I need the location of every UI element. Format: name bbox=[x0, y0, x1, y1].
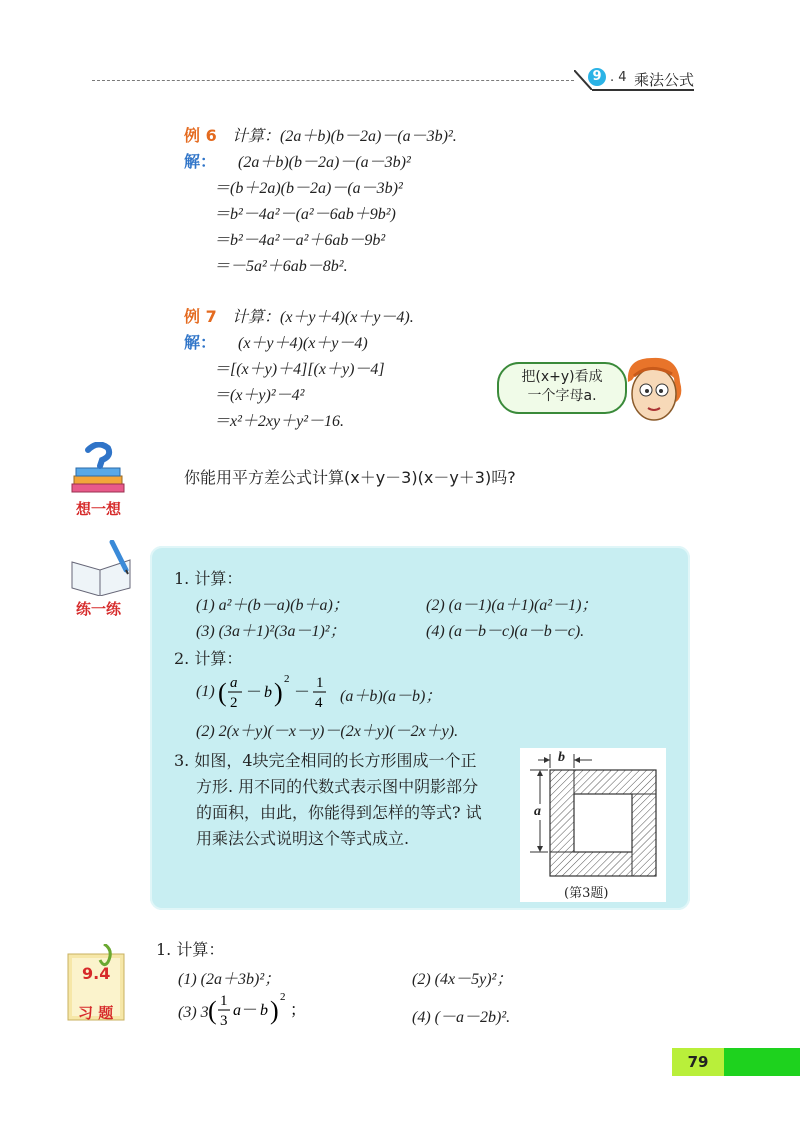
practice-q1-title: 1. 计算： bbox=[174, 569, 243, 588]
figure-caption: (第3题) bbox=[564, 886, 609, 901]
svg-text:；: ； bbox=[290, 1002, 307, 1019]
svg-text:2: 2 bbox=[284, 673, 290, 685]
svg-text:(: ( bbox=[208, 996, 217, 1025]
svg-text:(: ( bbox=[218, 678, 227, 707]
exercise-item-1: (1) (2a＋3b)²； bbox=[178, 971, 281, 988]
exercise-item-4: (4) (－a－2b)². bbox=[412, 1009, 511, 1026]
think-question: 你能用平方差公式计算(x＋y－3)(x－y＋3)吗? bbox=[184, 468, 516, 487]
practice-q3-line-4: 用乘法公式说明这个等式成立. bbox=[196, 829, 410, 848]
practice-label: 练一练 bbox=[76, 600, 122, 618]
practice-q2-title: 2. 计算： bbox=[174, 649, 243, 668]
practice-q1-item-3: (3) (3a＋1)²(3a－1)²； bbox=[196, 623, 346, 640]
exercise-title: 1. 计算： bbox=[156, 940, 225, 959]
svg-text:): ) bbox=[274, 678, 283, 707]
section-number-badge: 9 bbox=[588, 68, 606, 86]
figure-label-b: b bbox=[558, 750, 565, 765]
svg-text:－: － bbox=[242, 1002, 259, 1019]
svg-text:2: 2 bbox=[230, 695, 238, 711]
example7-step-1: (x＋y＋4)(x＋y－4) bbox=[238, 335, 368, 352]
svg-text:1: 1 bbox=[220, 993, 228, 1009]
think-books-icon bbox=[68, 442, 128, 498]
example7-step-2: ＝[(x＋y)＋4][(x＋y)－4] bbox=[214, 361, 385, 378]
svg-text:a: a bbox=[230, 675, 238, 691]
practice-q3-line-3: 的面积，由此，你能得到怎样的等式? 试 bbox=[196, 803, 482, 822]
svg-text:1: 1 bbox=[316, 675, 324, 691]
svg-text:2: 2 bbox=[280, 991, 286, 1003]
figure-label-a: a bbox=[534, 804, 541, 819]
practice-q2-item-1-prefix: (1) bbox=[196, 683, 215, 700]
example7-problem: 计算：(x＋y＋4)(x＋y－4). bbox=[232, 309, 414, 326]
hint-line-1: 把(x+y)看成 bbox=[521, 369, 603, 385]
practice-q3-line-2: 方形. 用不同的代数式表示图中阴影部分 bbox=[196, 777, 479, 796]
svg-text:3: 3 bbox=[220, 1013, 228, 1029]
practice-notebook-icon bbox=[68, 540, 134, 596]
section-title: 乘法公式 bbox=[634, 71, 695, 89]
practice-q2-item-1-suffix: (a＋b)(a－b)； bbox=[340, 688, 442, 705]
exercise-label: 习 题 bbox=[78, 1004, 114, 1022]
example6-step-1: (2a＋b)(b－2a)－(a－3b)² bbox=[238, 154, 411, 171]
practice-q2-item-2: (2) 2(x＋y)(－x－y)－(2x＋y)(－2x＋y). bbox=[196, 723, 459, 740]
practice-q1-item-1: (1) a²＋(b－a)(b＋a)； bbox=[196, 597, 349, 614]
example7-step-4: ＝x²＋2xy＋y²－16. bbox=[214, 413, 345, 430]
practice-q3-figure bbox=[520, 748, 666, 902]
example6-step-5: ＝－5a²＋6ab－8b². bbox=[214, 258, 348, 275]
example6-step-4: ＝b²－4a²－a²＋6ab－9b² bbox=[214, 232, 386, 249]
practice-q1-item-4: (4) (a－b－c)(a－b－c). bbox=[426, 623, 585, 640]
page-number: 79 bbox=[672, 1048, 724, 1076]
example6-solution-label: 解： bbox=[184, 152, 217, 171]
section-sub-number: . 4 bbox=[610, 70, 627, 85]
svg-text:a: a bbox=[233, 1002, 241, 1019]
svg-text:b: b bbox=[260, 1002, 268, 1019]
svg-text:－: － bbox=[246, 684, 263, 701]
exercise-item-3-prefix: (3) 3 bbox=[178, 1004, 209, 1021]
svg-text:－: － bbox=[294, 684, 311, 701]
example6-step-2: ＝(b＋2a)(b－2a)－(a－3b)² bbox=[214, 180, 403, 197]
example7-step-3: ＝(x＋y)²－4² bbox=[214, 387, 305, 404]
header-dashed-rule bbox=[92, 80, 574, 81]
practice-q3-line-1: 3. 如图，4块完全相同的长方形围成一个正 bbox=[174, 751, 477, 770]
think-label: 想一想 bbox=[76, 500, 122, 518]
exercise-item-3-expression bbox=[208, 988, 308, 1032]
practice-q2-fraction-expression bbox=[218, 670, 358, 714]
example6-step-3: ＝b²－4a²－(a²－6ab＋9b²) bbox=[214, 206, 396, 223]
example6-problem: 计算：(2a＋b)(b－2a)－(a－3b)². bbox=[232, 128, 457, 145]
svg-text:b: b bbox=[264, 684, 272, 701]
exercise-icon-number: 9.4 bbox=[82, 964, 111, 983]
practice-q1-item-2: (2) (a－1)(a＋1)(a²－1)； bbox=[426, 597, 598, 614]
hint-bubble bbox=[497, 362, 627, 414]
example7-solution-label: 解： bbox=[184, 333, 217, 352]
example6-label: 例 6 bbox=[184, 126, 217, 145]
student-character-icon bbox=[620, 352, 686, 428]
svg-text:4: 4 bbox=[315, 695, 323, 711]
exercise-item-2: (2) (4x－5y)²； bbox=[412, 971, 513, 988]
svg-text:): ) bbox=[270, 996, 279, 1025]
example7-label: 例 7 bbox=[184, 307, 217, 326]
hint-line-2: 一个字母a. bbox=[527, 388, 597, 404]
